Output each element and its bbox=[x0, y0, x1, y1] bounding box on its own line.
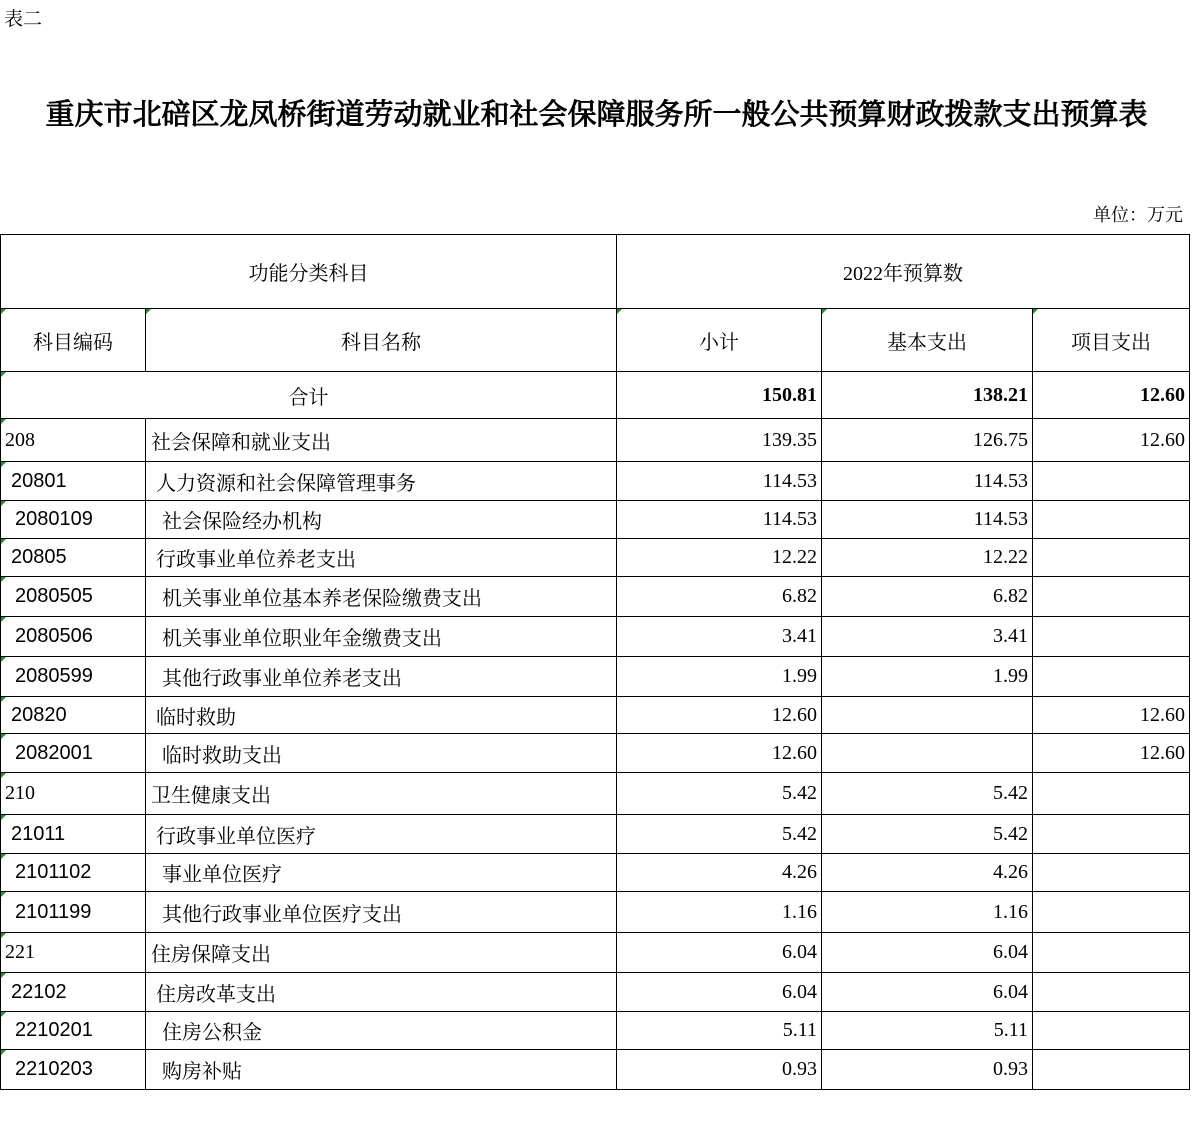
row-project: 12.60 bbox=[1033, 697, 1190, 734]
row-subtotal: 6.04 bbox=[617, 973, 822, 1012]
row-name: 事业单位医疗 bbox=[146, 854, 617, 892]
row-subtotal: 139.35 bbox=[617, 419, 822, 462]
row-code: 2101102 bbox=[1, 854, 146, 892]
total-project: 12.60 bbox=[1033, 372, 1190, 419]
total-basic: 138.21 bbox=[822, 372, 1033, 419]
header-budget-year: 2022年预算数 bbox=[617, 235, 1190, 309]
row-code: 2210203 bbox=[1, 1050, 146, 1090]
row-code: 2080109 bbox=[1, 501, 146, 539]
row-basic bbox=[822, 734, 1033, 773]
row-subtotal: 12.60 bbox=[617, 697, 822, 734]
page-title: 重庆市北碚区龙凤桥街道劳动就业和社会保障服务所一般公共预算财政拨款支出预算表 bbox=[45, 97, 1148, 131]
row-name: 人力资源和社会保障管理事务 bbox=[146, 462, 617, 501]
row-code: 2080599 bbox=[1, 657, 146, 697]
row-subtotal: 4.26 bbox=[617, 854, 822, 892]
row-project bbox=[1033, 815, 1190, 854]
table-row bbox=[1, 973, 1190, 1012]
row-basic: 5.42 bbox=[822, 773, 1033, 815]
row-name: 社会保险经办机构 bbox=[146, 501, 617, 539]
row-name: 机关事业单位职业年金缴费支出 bbox=[146, 617, 617, 657]
total-subtotal: 150.81 bbox=[617, 372, 822, 419]
row-basic: 114.53 bbox=[822, 462, 1033, 501]
header-subtotal: 小计 bbox=[617, 309, 822, 372]
row-project bbox=[1033, 973, 1190, 1012]
row-subtotal: 114.53 bbox=[617, 462, 822, 501]
row-name: 住房改革支出 bbox=[146, 973, 617, 1012]
row-basic: 4.26 bbox=[822, 854, 1033, 892]
row-basic: 12.22 bbox=[822, 539, 1033, 577]
row-subtotal: 114.53 bbox=[617, 501, 822, 539]
table-row bbox=[1, 815, 1190, 854]
header-basic: 基本支出 bbox=[822, 309, 1033, 372]
table-row bbox=[1, 462, 1190, 501]
header-column-row bbox=[1, 309, 1190, 372]
table-row bbox=[1, 617, 1190, 657]
row-basic: 1.99 bbox=[822, 657, 1033, 697]
row-basic: 126.75 bbox=[822, 419, 1033, 462]
row-subtotal: 6.82 bbox=[617, 577, 822, 617]
row-basic bbox=[822, 697, 1033, 734]
row-project bbox=[1033, 1012, 1190, 1050]
row-name: 住房保障支出 bbox=[146, 933, 617, 973]
row-basic: 6.04 bbox=[822, 973, 1033, 1012]
row-name: 卫生健康支出 bbox=[146, 773, 617, 815]
total-row bbox=[1, 372, 1190, 419]
table-row bbox=[1, 854, 1190, 892]
row-project: 12.60 bbox=[1033, 734, 1190, 773]
row-code: 210 bbox=[1, 773, 146, 815]
table-row bbox=[1, 501, 1190, 539]
row-code: 2101199 bbox=[1, 892, 146, 933]
row-name: 社会保障和就业支出 bbox=[146, 419, 617, 462]
table-body bbox=[1, 419, 1190, 1090]
row-name: 其他行政事业单位养老支出 bbox=[146, 657, 617, 697]
row-project bbox=[1033, 577, 1190, 617]
row-code: 22102 bbox=[1, 973, 146, 1012]
row-code: 20801 bbox=[1, 462, 146, 501]
row-project bbox=[1033, 501, 1190, 539]
row-name: 购房补贴 bbox=[146, 1050, 617, 1090]
row-subtotal: 1.99 bbox=[617, 657, 822, 697]
row-subtotal: 0.93 bbox=[617, 1050, 822, 1090]
row-code: 2082001 bbox=[1, 734, 146, 773]
row-project bbox=[1033, 539, 1190, 577]
row-basic: 6.04 bbox=[822, 933, 1033, 973]
table-row bbox=[1, 577, 1190, 617]
row-subtotal: 5.11 bbox=[617, 1012, 822, 1050]
row-subtotal: 1.16 bbox=[617, 892, 822, 933]
header-code: 科目编码 bbox=[1, 309, 146, 372]
row-basic: 5.42 bbox=[822, 815, 1033, 854]
table-row bbox=[1, 419, 1190, 462]
row-basic: 1.16 bbox=[822, 892, 1033, 933]
row-name: 临时救助支出 bbox=[146, 734, 617, 773]
table-row bbox=[1, 1050, 1190, 1090]
header-group-row bbox=[1, 235, 1190, 309]
row-name: 机关事业单位基本养老保险缴费支出 bbox=[146, 577, 617, 617]
row-project bbox=[1033, 462, 1190, 501]
total-label: 合计 bbox=[1, 372, 617, 419]
row-project bbox=[1033, 854, 1190, 892]
row-code: 20820 bbox=[1, 697, 146, 734]
row-name: 其他行政事业单位医疗支出 bbox=[146, 892, 617, 933]
row-code: 21011 bbox=[1, 815, 146, 854]
table-label: 表二 bbox=[4, 8, 43, 30]
table-row bbox=[1, 1012, 1190, 1050]
row-name: 行政事业单位医疗 bbox=[146, 815, 617, 854]
row-project bbox=[1033, 892, 1190, 933]
row-project bbox=[1033, 617, 1190, 657]
table-row bbox=[1, 734, 1190, 773]
row-code: 2080505 bbox=[1, 577, 146, 617]
table-row bbox=[1, 657, 1190, 697]
row-subtotal: 5.42 bbox=[617, 815, 822, 854]
row-code: 221 bbox=[1, 933, 146, 973]
row-project bbox=[1033, 933, 1190, 973]
row-name: 行政事业单位养老支出 bbox=[146, 539, 617, 577]
row-project bbox=[1033, 657, 1190, 697]
row-subtotal: 3.41 bbox=[617, 617, 822, 657]
row-basic: 6.82 bbox=[822, 577, 1033, 617]
row-name: 住房公积金 bbox=[146, 1012, 617, 1050]
row-code: 20805 bbox=[1, 539, 146, 577]
row-subtotal: 5.42 bbox=[617, 773, 822, 815]
budget-table bbox=[0, 234, 1190, 1090]
table-row bbox=[1, 892, 1190, 933]
row-basic: 0.93 bbox=[822, 1050, 1033, 1090]
table-row bbox=[1, 539, 1190, 577]
row-basic: 5.11 bbox=[822, 1012, 1033, 1050]
unit-label: 单位：万元 bbox=[1093, 205, 1183, 226]
row-subtotal: 6.04 bbox=[617, 933, 822, 973]
header-project: 项目支出 bbox=[1033, 309, 1190, 372]
row-code: 2210201 bbox=[1, 1012, 146, 1050]
table-row bbox=[1, 773, 1190, 815]
row-project bbox=[1033, 773, 1190, 815]
row-basic: 3.41 bbox=[822, 617, 1033, 657]
row-project bbox=[1033, 1050, 1190, 1090]
row-code: 2080506 bbox=[1, 617, 146, 657]
header-name: 科目名称 bbox=[146, 309, 617, 372]
row-subtotal: 12.60 bbox=[617, 734, 822, 773]
row-project: 12.60 bbox=[1033, 419, 1190, 462]
header-function-category: 功能分类科目 bbox=[1, 235, 617, 309]
row-code: 208 bbox=[1, 419, 146, 462]
row-name: 临时救助 bbox=[146, 697, 617, 734]
table-row bbox=[1, 697, 1190, 734]
row-basic: 114.53 bbox=[822, 501, 1033, 539]
table-row bbox=[1, 933, 1190, 973]
row-subtotal: 12.22 bbox=[617, 539, 822, 577]
